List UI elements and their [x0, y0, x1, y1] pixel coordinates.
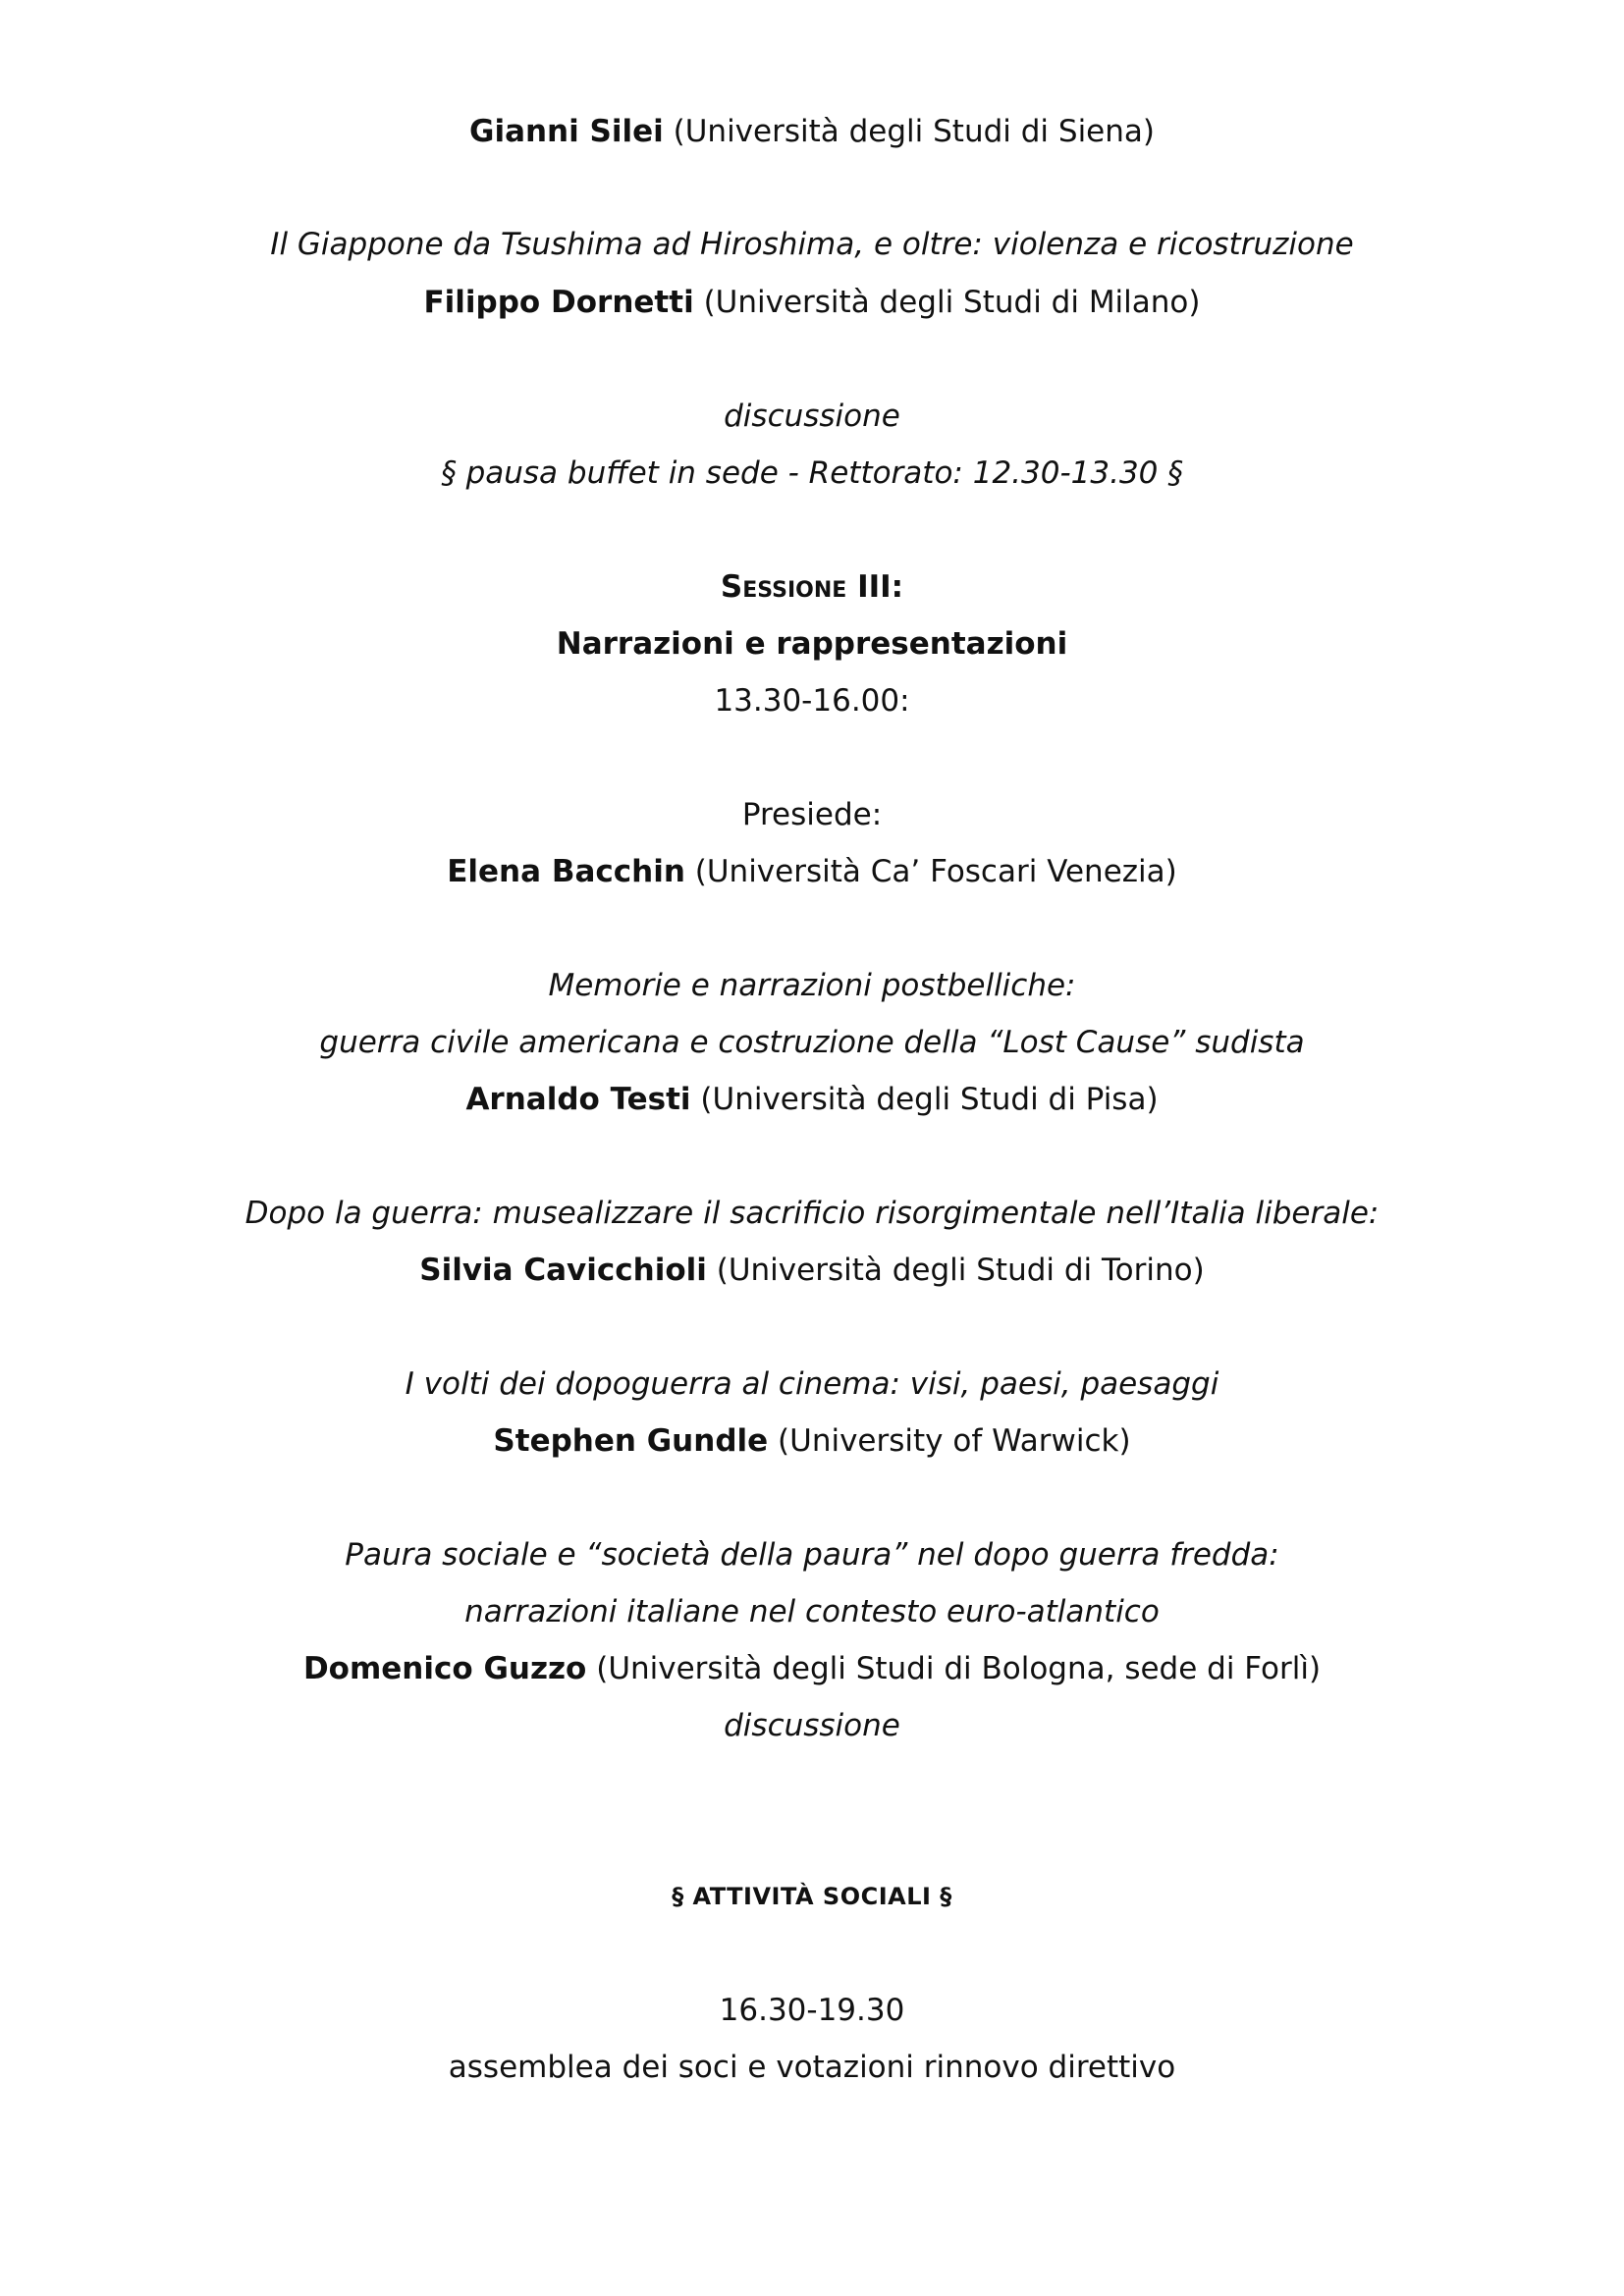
talk-title: Dopo la guerra: musealizzare il sacrificio risorgimentale nell’Italia liberale: — [244, 1196, 1380, 1231]
speaker-name: Domenico Guzzo — [302, 1651, 587, 1686]
speaker-line — [0, 1251, 1624, 1290]
break-notice: § pausa buffet in sede - Rettorato: 12.30-13.30 § — [441, 455, 1183, 491]
chair-affiliation: (Università degli Studi di Siena) — [673, 114, 1155, 149]
session-label: Sessione III: — [720, 569, 904, 605]
chair-label: Presiede: — [741, 797, 883, 832]
speaker-affiliation: (Università degli Studi di Bologna, sede di Forlì) — [596, 1651, 1322, 1686]
chair-line-session2 — [0, 112, 1624, 151]
social-heading: § ATTIVITÀ SOCIALI § — [672, 1883, 952, 1910]
session-title: Narrazioni e rappresentazioni — [556, 626, 1068, 662]
speaker-line — [0, 1080, 1624, 1119]
session-time: 13.30-16.00: — [714, 683, 910, 719]
talk-title: Paura sociale e “società della paura” nel dopo guerra fredda: — [345, 1537, 1279, 1573]
speaker-line — [0, 1649, 1624, 1688]
speaker-affiliation: (University of Warwick) — [778, 1423, 1131, 1459]
talk-title: Memorie e narrazioni postbelliche: — [548, 968, 1076, 1003]
speaker-name: Arnaldo Testi — [465, 1082, 691, 1117]
discussion-label: discussione — [724, 399, 900, 434]
speaker-line — [0, 1421, 1624, 1461]
talk-title: Il Giappone da Tsushima ad Hiroshima, e oltre: violenza e ricostruzione — [270, 227, 1354, 262]
speaker-name: Filippo Dornetti — [423, 285, 694, 320]
speaker-line — [0, 283, 1624, 322]
talk-title: guerra civile americana e costruzione della “Lost Cause” sudista — [319, 1025, 1305, 1060]
chair-affiliation: (Università Ca’ Foscari Venezia) — [694, 854, 1177, 889]
speaker-affiliation: (Università degli Studi di Torino) — [716, 1253, 1205, 1288]
speaker-affiliation: (Università degli Studi di Pisa) — [700, 1082, 1159, 1117]
talk-title: narrazioni italiane nel contesto euro-atlantico — [464, 1594, 1160, 1629]
social-description: assemblea dei soci e votazioni rinnovo direttivo — [448, 2050, 1176, 2085]
social-time: 16.30-19.30 — [719, 1993, 905, 2028]
speaker-name: Silvia Cavicchioli — [419, 1253, 707, 1288]
speaker-name: Stephen Gundle — [493, 1423, 769, 1459]
discussion-label: discussione — [724, 1708, 900, 1743]
speaker-affiliation: (Università degli Studi di Milano) — [703, 285, 1201, 320]
talk-title: I volti dei dopoguerra al cinema: visi, paesi, paesaggi — [405, 1366, 1219, 1402]
chair-line-session3 — [0, 852, 1624, 891]
chair-name: Gianni Silei — [469, 114, 664, 149]
chair-name: Elena Bacchin — [447, 854, 685, 889]
